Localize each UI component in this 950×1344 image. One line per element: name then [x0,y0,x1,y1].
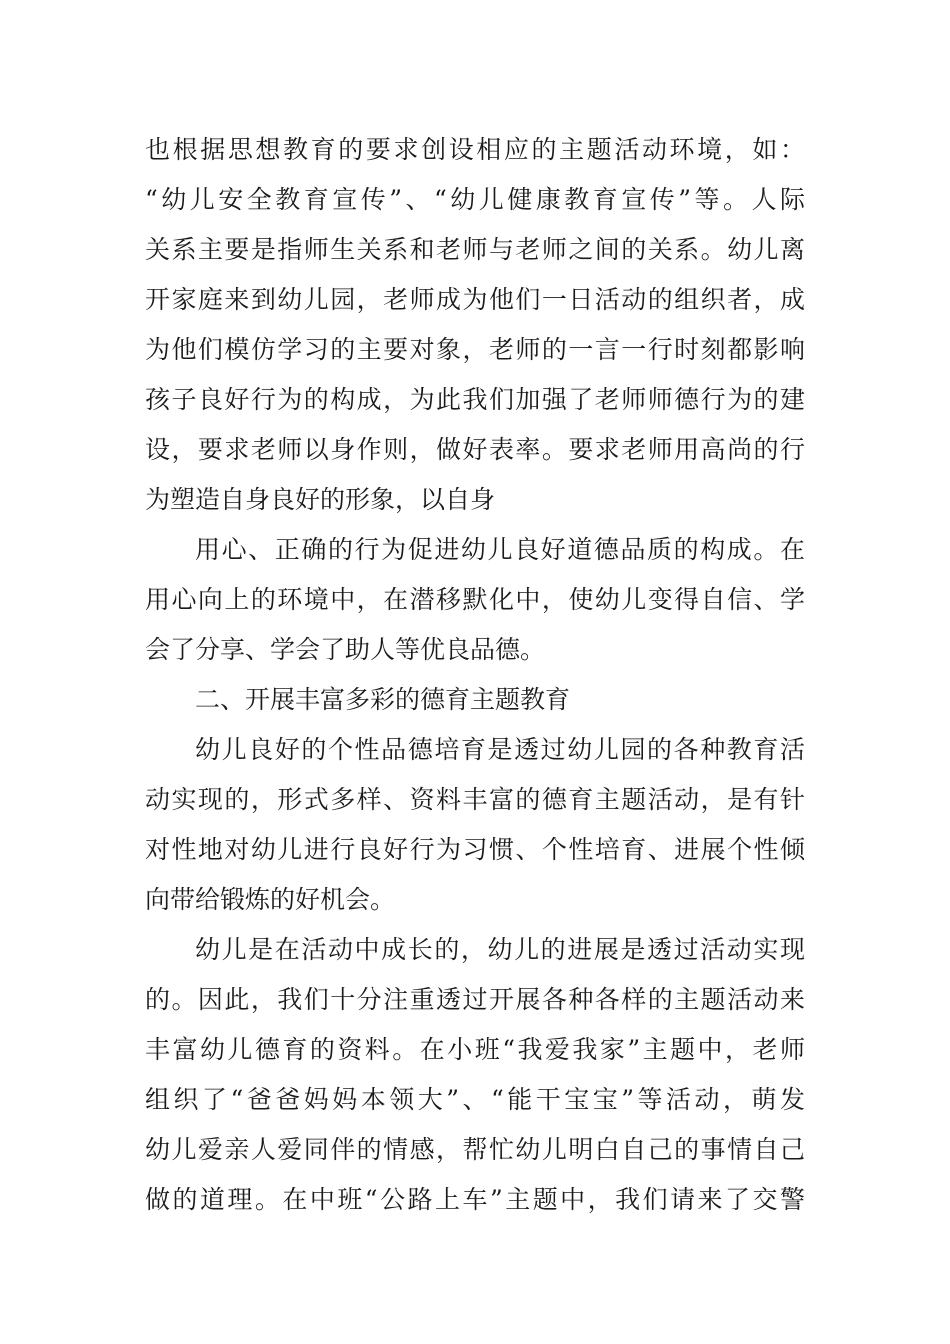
body-text-line: 会了分享、学会了助人等优良品德。 [145,635,546,664]
paragraph-first-line: 幼儿是在活动中成长的，幼儿的进展是透过活动实现 [195,935,805,964]
paragraph-first-line: 幼儿良好的个性品德培育是透过幼儿园的各种教育活 [195,735,805,764]
body-text-line: 动实现的，形式多样、资料丰富的德育主题活动，是有针 [145,785,805,814]
body-text-line: 为他们模仿学习的主要对象，老师的一言一行时刻都影响 [145,335,805,364]
body-text-line: 孩子良好行为的构成，为此我们加强了老师师德行为的建 [145,385,805,414]
body-text-line: 向带给锻炼的好机会。 [145,885,396,914]
body-text-line: 幼儿爱亲人爱同伴的情感，帮忙幼儿明白自己的事情自己 [145,1135,805,1164]
body-text-line: 组织了“爸爸妈妈本领大”、“能干宝宝”等活动，萌发 [145,1085,805,1114]
body-text-line: 用心向上的环境中，在潜移默化中，使幼儿变得自信、学 [145,585,805,614]
paragraph-first-line: 用心、正确的行为促进幼儿良好道德品质的构成。在 [195,535,805,564]
body-text-line: 做的道理。在中班“公路上车”主题中，我们请来了交警 [145,1185,805,1214]
body-text-line: 为塑造自身良好的形象，以自身 [145,485,496,514]
body-text-line: 开家庭来到幼儿园，老师成为他们一日活动的组织者，成 [145,285,805,314]
section-heading: 二、开展丰富多彩的德育主题教育 [195,685,571,714]
body-text-line: 丰富幼儿德育的资料。在小班“我爱我家”主题中，老师 [145,1035,805,1064]
body-text-line: 设，要求老师以身作则，做好表率。要求老师用高尚的行 [145,435,805,464]
body-text-line: 也根据思想教育的要求创设相应的主题活动环境，如： [145,135,805,164]
body-text-line: “幼儿安全教育宣传”、“幼儿健康教育宣传”等。人际 [145,185,805,214]
body-text-line: 的。因此，我们十分注重透过开展各种各样的主题活动来 [145,985,805,1014]
body-text-line: 对性地对幼儿进行良好行为习惯、个性培育、进展个性倾 [145,835,805,864]
body-text-line: 关系主要是指师生关系和老师与老师之间的关系。幼儿离 [145,235,805,264]
